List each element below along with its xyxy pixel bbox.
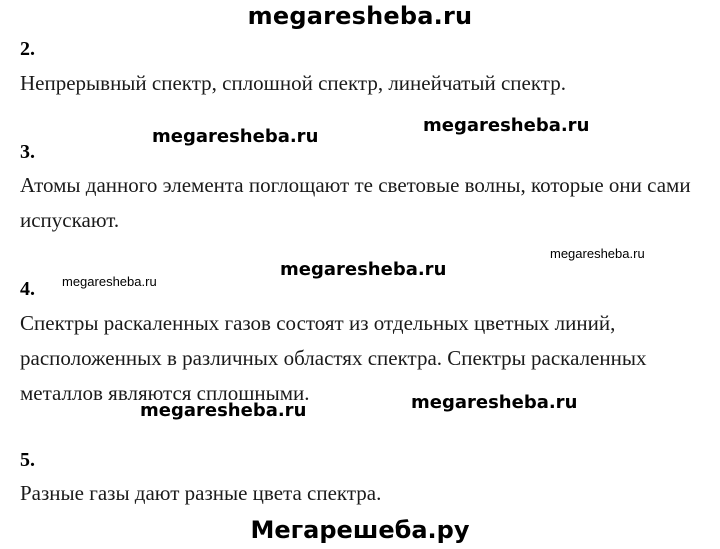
watermark: megaresheba.ru bbox=[550, 246, 645, 261]
watermark: megaresheba.ru bbox=[280, 259, 447, 280]
header-watermark: megaresheba.ru bbox=[247, 2, 473, 30]
footer-watermark: Мегарешеба.ру bbox=[250, 516, 470, 544]
answer-text: Разные газы дают разные цвета спектра. bbox=[20, 481, 382, 505]
answer-text: Спектры раскаленных газов состоят из отдельных цветных линий, расположенных в различных областях спектра. Спектры раскаленных металлов являются сплошными. bbox=[20, 311, 647, 405]
answer-number: 4. bbox=[20, 278, 35, 300]
watermark: megaresheba.ru bbox=[140, 400, 307, 421]
answer-number: 5. bbox=[20, 449, 35, 471]
answer-text: Непрерывный спектр, сплошной спектр, линейчатый спектр. bbox=[20, 71, 566, 95]
watermark: megaresheba.ru bbox=[423, 115, 590, 136]
answer-number: 3. bbox=[20, 141, 35, 163]
watermark: megaresheba.ru bbox=[411, 392, 578, 413]
watermark: megaresheba.ru bbox=[152, 126, 319, 147]
watermark: megaresheba.ru bbox=[62, 274, 157, 289]
answer-number: 2. bbox=[20, 38, 35, 60]
answer-text: Атомы данного элемента поглощают те световые волны, которые они сами испускают. bbox=[20, 173, 691, 232]
